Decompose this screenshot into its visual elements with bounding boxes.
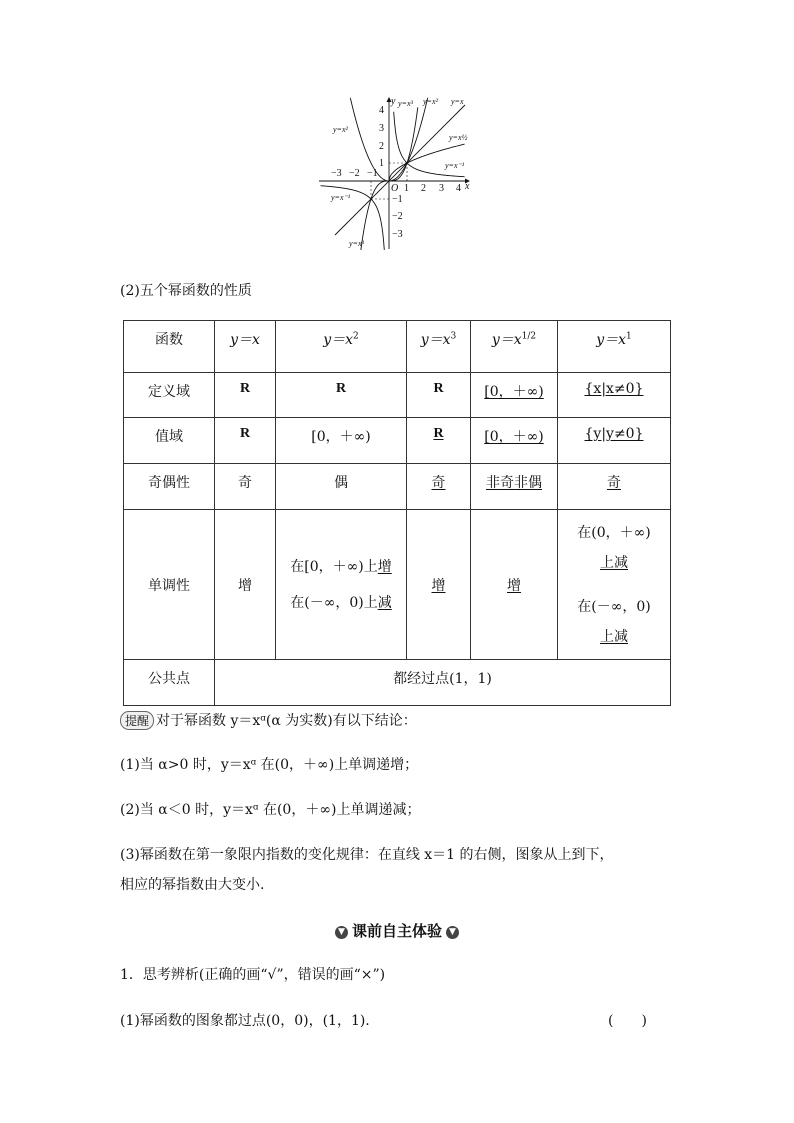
axis-x-label: x xyxy=(465,181,470,192)
tick-x-2: 2 xyxy=(421,183,426,194)
tip-line xyxy=(120,710,417,730)
question-1-1: (1)幂函数的图象都过点(0，0)，(1，1). xyxy=(120,1013,370,1029)
tip-badge: 提醒 xyxy=(120,711,154,730)
domain-c3: R xyxy=(407,373,471,418)
range-label: 值域 xyxy=(124,418,215,464)
monotonic-c4: 增 xyxy=(471,510,558,660)
table-row xyxy=(124,321,671,373)
range-c4: [0，＋∞) xyxy=(471,418,558,464)
label-y-x2-left: y=x² xyxy=(333,125,348,134)
label-y-xinv-right: y=x⁻¹ xyxy=(445,161,465,170)
domain-c5: {x|x≠0} xyxy=(558,373,671,418)
tick-y-1: 1 xyxy=(379,158,384,169)
range-c2: [0，＋∞) xyxy=(276,418,407,464)
header-c4: $y=x^{1/2}$ xyxy=(471,321,558,373)
section-title: (2)五个幂函数的性质 xyxy=(120,283,252,299)
domain-c2: R xyxy=(276,373,407,418)
common-label: 公共点 xyxy=(124,660,215,706)
tip-text: 对于幂函数 y＝xᵅ(α 为实数)有以下结论： xyxy=(156,713,417,729)
table-row xyxy=(124,418,671,464)
note-1: (1)当 α>0 时，y＝xᵅ 在(0，＋∞)上单调递增； xyxy=(120,757,419,773)
chevron-down-icon: ▼ xyxy=(446,926,459,939)
monotonic-c5: 在(0，＋∞) 上减 在(－∞，0) 上减 xyxy=(558,510,671,660)
tick-x-neg2: −2 xyxy=(349,168,360,179)
parity-c3: 奇 xyxy=(407,464,471,510)
header-c3: $y=x^3$ xyxy=(407,321,471,373)
power-function-graph xyxy=(315,92,480,250)
note-2: (2)当 α＜0 时，y＝xᵅ 在(0，＋∞)上单调递减； xyxy=(120,802,421,818)
domain-label: 定义域 xyxy=(124,373,215,418)
table-row xyxy=(124,660,671,706)
chevron-down-icon: ▼ xyxy=(335,926,348,939)
tick-x-neg3: −3 xyxy=(331,168,342,179)
tick-y-neg3: −3 xyxy=(392,229,403,240)
monotonic-label: 单调性 xyxy=(124,510,215,660)
monotonic-c3: 增 xyxy=(407,510,471,660)
axis-y-label: y xyxy=(391,96,396,107)
label-y-x2-top: y=x² xyxy=(423,97,438,106)
note-4: 相应的幂指数由大变小. xyxy=(120,877,265,893)
monotonic-c1: 增 xyxy=(215,510,276,660)
table-row xyxy=(124,510,671,660)
domain-c1: R xyxy=(215,373,276,418)
parity-c4: 非奇非偶 xyxy=(471,464,558,510)
label-y-x3-top: y=x³ xyxy=(398,99,413,108)
parity-c5: 奇 xyxy=(558,464,671,510)
table-row xyxy=(124,373,671,418)
header-label: 函数 xyxy=(124,321,215,373)
parity-c1: 奇 xyxy=(215,464,276,510)
question-1: 1．思考辨析(正确的画“√”，错误的画“×”) xyxy=(120,967,386,983)
note-3: (3)幂函数在第一象限内指数的变化规律：在直线 x＝1 的右侧，图象从上到下， xyxy=(120,847,614,863)
label-y-xhalf: y=x½ xyxy=(449,133,468,142)
tick-x-3: 3 xyxy=(439,183,444,194)
domain-c4: [0，＋∞) xyxy=(471,373,558,418)
tick-y-4: 4 xyxy=(379,105,384,116)
tick-y-3: 3 xyxy=(379,123,384,134)
section2-heading xyxy=(0,920,794,941)
label-y-x3-bottom: y=x³ xyxy=(349,239,364,248)
header-c1: y＝x xyxy=(215,321,276,373)
label-y-x: y=x xyxy=(451,97,464,106)
common-value: 都经过点(1，1) xyxy=(215,660,671,706)
tick-y-neg1: −1 xyxy=(392,194,403,205)
tick-x-1: 1 xyxy=(404,183,409,194)
answer-blank: ( ) xyxy=(608,1013,647,1029)
header-c5: $y=x^1$ xyxy=(558,321,671,373)
parity-c2: 偶 xyxy=(276,464,407,510)
header-c2: $y=x^2$ xyxy=(276,321,407,373)
monotonic-c2: 在[0，＋∞)上增 在(－∞，0)上减 xyxy=(276,510,407,660)
table-row xyxy=(124,464,671,510)
range-c1: R xyxy=(215,418,276,464)
tick-y-neg2: −2 xyxy=(392,211,403,222)
tick-y-2: 2 xyxy=(379,141,384,152)
section2-title: 课前自主体验 xyxy=(351,922,442,940)
tick-x-neg1: −1 xyxy=(367,168,378,179)
origin-label: O xyxy=(391,183,399,194)
tick-x-4: 4 xyxy=(456,183,461,194)
range-c3: R xyxy=(407,418,471,464)
range-c5: {y|y≠0} xyxy=(558,418,671,464)
label-y-xinv-left: y=x⁻¹ xyxy=(331,193,351,202)
properties-table xyxy=(123,320,671,706)
parity-label: 奇偶性 xyxy=(124,464,215,510)
